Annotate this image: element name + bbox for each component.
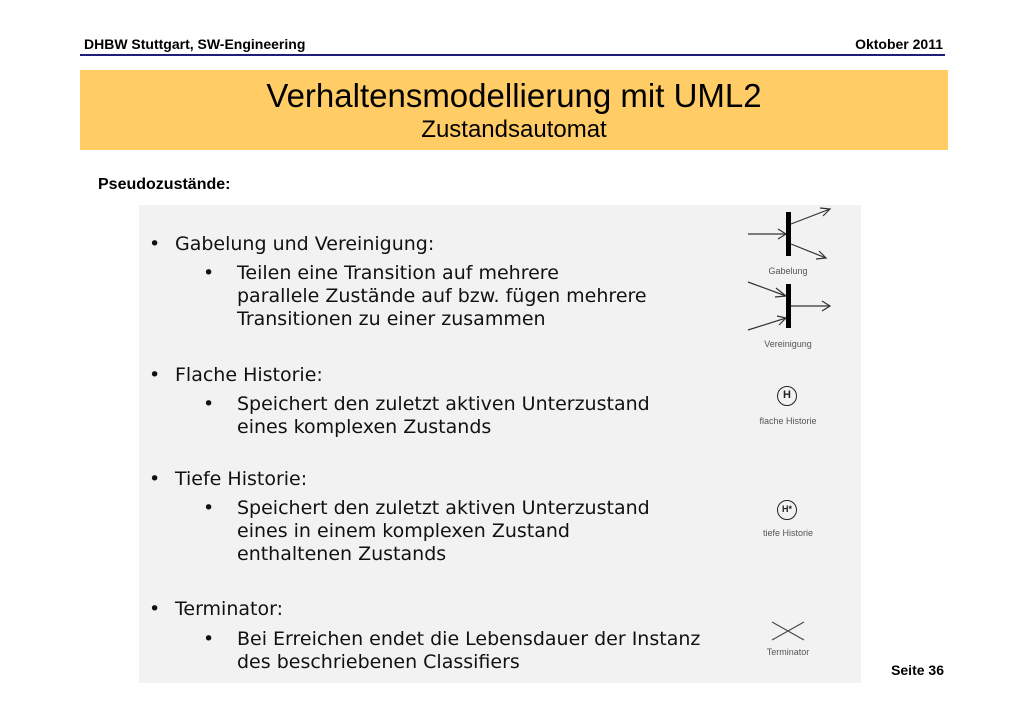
- sub-bullet-fork-join: [203, 262, 647, 331]
- fork-icon: [742, 204, 838, 264]
- join-label: Vereinigung: [764, 339, 812, 349]
- fork-label: Gabelung: [768, 266, 808, 276]
- bullet-dot: •: [149, 598, 161, 620]
- shallow-history-icon: H: [777, 386, 797, 406]
- sub-bullet-line: Speichert den zuletzt aktiven Unterzustand: [237, 497, 650, 519]
- join-icon: [742, 278, 838, 336]
- slide-subtitle: Zustandsautomat: [421, 116, 607, 143]
- shallow-history-label: flache Historie: [759, 416, 817, 426]
- sub-bullet-deep-history: [203, 497, 650, 566]
- sub-bullet-line: eines in einem komplexen Zustand: [237, 520, 570, 542]
- sub-bullet-terminator: [203, 628, 700, 674]
- bullet-dot: •: [203, 393, 215, 415]
- title-band: [80, 70, 948, 150]
- bullet-dot: •: [149, 468, 161, 490]
- section-label: Pseudozustände:: [98, 176, 231, 193]
- deep-history-icon: H*: [777, 500, 797, 520]
- bullet-heading: Terminator:: [175, 598, 283, 620]
- header-date: Oktober 2011: [855, 36, 943, 52]
- bullet-dot: •: [203, 497, 215, 519]
- sub-bullet-line: parallele Zustände auf bzw. fügen mehrere: [237, 285, 647, 307]
- terminator-label: Terminator: [766, 647, 810, 657]
- bullet-dot: •: [149, 233, 161, 255]
- bullet-heading-shallow-history: [149, 364, 323, 387]
- header-course: DHBW Stuttgart, SW-Engineering: [84, 36, 306, 52]
- sub-bullet-line: Transitionen zu einer zusammen: [237, 308, 546, 330]
- slide-title: Verhaltensmodellierung mit UML2: [266, 77, 762, 114]
- bullet-heading: Tiefe Historie:: [175, 468, 308, 490]
- sub-bullet-line: Teilen eine Transition auf mehrere: [237, 262, 559, 284]
- sub-bullet-line: eines komplexen Zustands: [237, 416, 492, 438]
- sub-bullet-shallow-history: [203, 393, 650, 439]
- bullet-dot: •: [149, 364, 161, 386]
- deep-history-label: tiefe Historie: [762, 528, 814, 538]
- sub-bullet-line: des beschriebenen Classifiers: [237, 651, 520, 673]
- bullet-heading-terminator: [149, 598, 283, 621]
- bullet-heading: Flache Historie:: [175, 364, 323, 386]
- bullet-heading-fork-join: [149, 233, 434, 256]
- bullet-heading: Gabelung und Vereinigung:: [175, 233, 435, 255]
- terminator-icon: [768, 619, 808, 643]
- bullet-heading-deep-history: [149, 468, 307, 491]
- sub-bullet-line: Bei Erreichen endet die Lebensdauer der Instanz: [237, 628, 701, 650]
- page-number: Seite 36: [891, 662, 944, 678]
- sub-bullet-line: enthaltenen Zustands: [237, 543, 447, 565]
- header-divider: [80, 54, 945, 56]
- bullet-dot: •: [203, 262, 215, 284]
- bullet-dot: •: [203, 628, 215, 650]
- sub-bullet-line: Speichert den zuletzt aktiven Unterzustand: [237, 393, 650, 415]
